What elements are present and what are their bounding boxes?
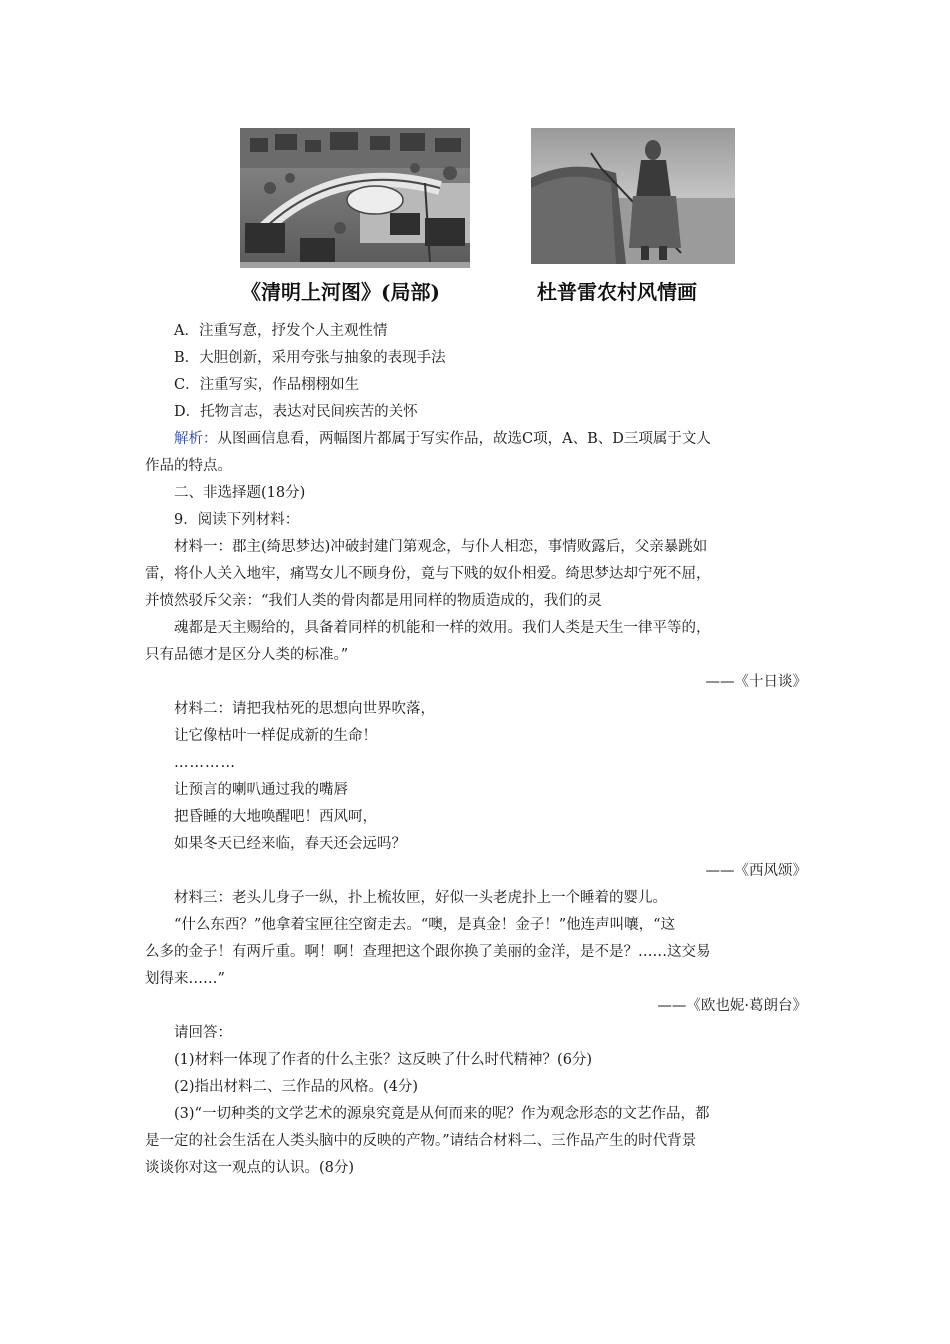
material3-line-4: 划得来……” [145,971,225,987]
material3-line-2: “什么东西？”他拿着宝匣往空窗走去。“噢，是真金！金子！”他连声叫嚷，“这 [174,917,676,933]
question-intro: 9．阅读下列材料： [174,512,300,528]
right-figure-caption: 杜普雷农村风情画 [537,280,697,304]
material2-line-5: 把昏睡的大地唤醒吧！西风呵， [174,809,377,825]
material2-source: ——《西风颂》 [705,863,807,879]
document-body [145,318,807,1182]
material2-line-6: 如果冬天已经来临，春天还会远吗？ [174,836,406,852]
answer-prompt: 请回答： [174,1025,232,1041]
section-title: 二、非选择题(18分) [174,485,306,501]
sub-question-1: (1)材料一体现了作者的什么主张？这反映了什么时代精神？(6分) [174,1052,593,1068]
option-a: A．注重写意，抒发个人主观性情 [174,323,388,339]
material1-line-5: 只有品德才是区分人类的标准。” [145,647,349,663]
material1-source: ——《十日谈》 [705,674,807,690]
sub-question-3-line-3: 谈谈你对这一观点的认识。(8分) [145,1160,355,1176]
material1-line-2: 雷，将仆人关入地牢，痛骂女儿不顾身份，竟与下贱的奴仆相爱。绮思梦达却宁死不屈， [145,566,711,582]
sub-question-3-line-1: (3)“一切种类的文学艺术的源泉究竟是从何而来的呢？作为观念形态的文艺作品，都 [174,1106,710,1122]
material1-line-1: 材料一：郡主(绮思梦达)冲破封建门第观念，与仆人相恋，事情败露后，父亲暴跳如 [174,539,708,555]
material2-line-2: 让它像枯叶一样促成新的生命！ [174,728,377,744]
sub-question-2: (2)指出材料二、三作品的风格。(4分) [174,1079,419,1095]
figure-row [0,128,950,308]
qingming-painting-image [240,128,470,268]
option-d: D．托物言志，表达对民间疾苦的关怀 [174,404,418,420]
analysis-text-1: 从图画信息看，两幅图片都属于写实作品，故选C项，A、B、D三项属于文人 [217,431,711,447]
material1-line-3: 并愤然驳斥父亲：“我们人类的骨肉都是用同样的物质造成的，我们的灵 [145,593,602,609]
material3-source: ——《欧也妮·葛朗台》 [657,998,807,1014]
dupre-rural-painting-image [531,128,735,264]
analysis-line-2: 作品的特点。 [145,458,232,474]
material3-line-3: 么多的金子！有两斤重。啊！啊！查理把这个跟你换了美丽的金洋，是不是？……这交易 [145,944,711,960]
material3-line-1: 材料三：老头儿身子一纵，扑上梳妆匣，好似一头老虎扑上一个睡着的婴儿。 [174,890,667,906]
option-b: B．大胆创新，采用夸张与抽象的表现手法 [174,350,446,366]
option-c: C．注重写实，作品栩栩如生 [174,377,360,393]
material1-line-4: 魂都是天主赐给的，具备着同样的机能和一样的效用。我们人类是天生一律平等的， [174,620,711,636]
material2-ellipsis: ………… [174,755,236,771]
material2-line-1: 材料二：请把我枯死的思想向世界吹落， [174,701,435,717]
analysis-label: 解析： [174,431,218,447]
analysis-line-1 [145,426,807,453]
material2-line-4: 让预言的喇叭通过我的嘴唇 [174,782,348,798]
sub-question-3-line-2: 是一定的社会生活在人类头脑中的反映的产物。”请结合材料二、三作品产生的时代背景 [145,1133,697,1149]
left-figure-caption: 《清明上河图》(局部) [241,280,440,304]
